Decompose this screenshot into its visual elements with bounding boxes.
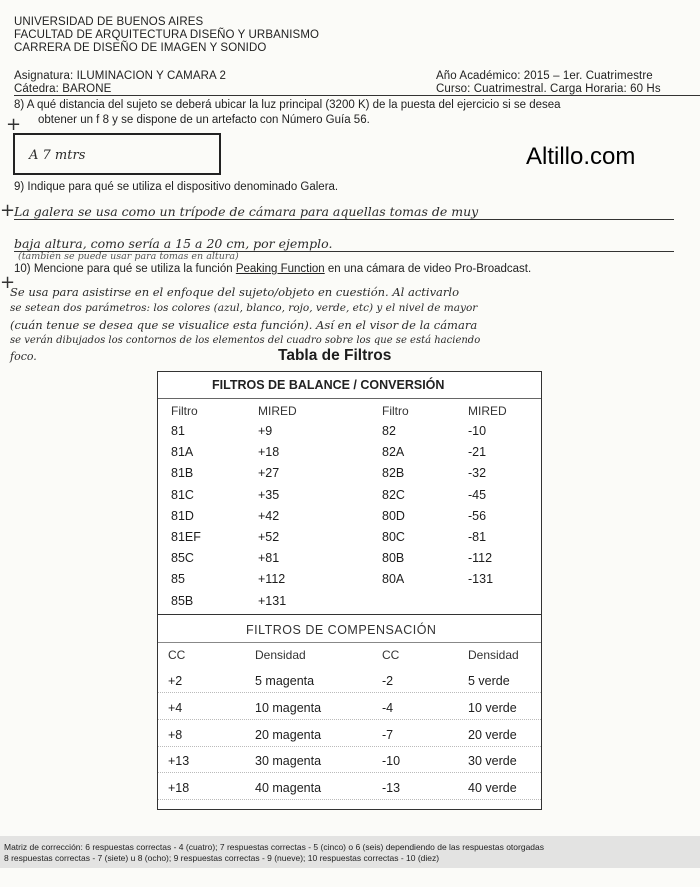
table-title: Tabla de Filtros (278, 347, 392, 364)
balance-cell: +18 (258, 445, 280, 460)
compensation-cell: +4 (168, 700, 183, 715)
university-name: UNIVERSIDAD DE BUENOS AIRES (14, 16, 204, 28)
balance-cell: -131 (468, 572, 494, 587)
answer-10-line1: Se usa para asistirse en el enfoque del sujeto/objeto en cuestión. Al activarlo (10, 285, 460, 299)
compensation-cell: -2 (382, 674, 394, 688)
balance-cell: -56 (468, 508, 487, 523)
compensation-cell: 10 verde (468, 700, 517, 715)
compensation-cell: 40 verde (468, 781, 517, 796)
balance-cell: +9 (258, 424, 273, 438)
balance-cell: 85B (171, 593, 194, 608)
balance-cell: 82C (382, 487, 405, 502)
balance-section-title: FILTROS DE BALANCE / CONVERSIÓN (212, 378, 445, 392)
comp-header-densidad-2: Densidad (468, 648, 519, 662)
answer-box-8 (13, 133, 221, 175)
row-divider (158, 746, 541, 747)
answer-9-line2: baja altura, como sería a 15 a 20 cm, por ejemplo. (14, 236, 674, 252)
balance-cell: +131 (258, 593, 287, 608)
comp-header-cc-2: CC (382, 648, 400, 662)
balance-cell: 80C (382, 530, 405, 544)
chair-label: Cátedra: BARONE (14, 83, 112, 95)
compensation-cell: -4 (382, 700, 394, 715)
balance-cell: +112 (258, 572, 286, 587)
compensation-cell: +18 (168, 781, 190, 796)
compensation-cell: -7 (382, 727, 394, 742)
balance-cell: -21 (468, 445, 487, 460)
correct-mark: + (0, 200, 16, 221)
question-9: 9) Indique para qué se utiliza el dispositivo denominado Galera. (14, 181, 339, 193)
balance-cell: 81 (171, 424, 185, 438)
balance-cell: +52 (258, 530, 280, 544)
answer-9-line1: La galera se usa como un trípode de cámara para aquellas tomas de muy (14, 204, 674, 220)
footer-shade (0, 836, 700, 868)
answer-10-line5: foco. (10, 350, 37, 363)
answer-10-line2: se setean dos parámetros: los colores (azul, blanco, rojo, verde, etc) y el nivel de mayor (10, 302, 478, 314)
balance-cell: -10 (468, 424, 487, 438)
compensation-cell: -13 (382, 781, 401, 796)
balance-cell: 80D (382, 508, 405, 523)
answer-9-line3: (también se puede usar para tomas en altura) (18, 251, 239, 262)
balance-header-mired-1: MIRED (258, 404, 297, 418)
answer-8-text: A 7 mtrs (29, 148, 86, 163)
compensation-cell: 5 verde (468, 674, 510, 688)
correct-mark: + (6, 114, 22, 135)
section-divider (158, 614, 541, 615)
row-divider (158, 692, 541, 693)
compensation-section-title: FILTROS DE COMPENSACIÓN (246, 623, 437, 637)
balance-cell: +42 (258, 508, 280, 523)
balance-cell: 81C (171, 487, 194, 502)
balance-cell: -81 (468, 530, 487, 544)
balance-cell: +27 (258, 466, 280, 481)
balance-title-divider (158, 398, 541, 399)
balance-cell: 82 (382, 424, 396, 438)
balance-cell: +35 (258, 487, 280, 502)
answer-10-line4: se verán dibujados los contornos de los elementos del cuadro sobre los que se está haciendo (10, 335, 481, 346)
compensation-cell: 10 magenta (255, 700, 322, 715)
comp-header-cc-1: CC (168, 648, 186, 662)
career-name: CARRERA DE DISEÑO DE IMAGEN Y SONIDO (14, 42, 267, 54)
compensation-cell: +13 (168, 754, 190, 769)
balance-cell: 81D (171, 508, 194, 523)
compensation-cell: -10 (382, 754, 401, 769)
filters-table (157, 371, 542, 810)
question-8-line1: 8) A qué distancia del sujeto se deberá ubicar la luz principal (3200 K) de la puesta del ejercicio si se desea (14, 99, 561, 111)
balance-header-mired-2: MIRED (468, 404, 507, 418)
answer-10-line3: (cuán tenue se desea que se visualice esta función). Así en el visor de la cámara (10, 318, 478, 332)
balance-header-filtro-2: Filtro (382, 404, 409, 418)
balance-header-filtro-1: Filtro (171, 404, 198, 418)
compensation-cell: +8 (168, 727, 183, 742)
balance-cell: -45 (468, 487, 487, 502)
balance-cell: -112 (468, 551, 493, 566)
footer-line2: 8 respuestas correctas - 7 (siete) u 8 (ocho); 9 respuestas correctas - 9 (nueve); 10 respuestas correctas - 10 (diez) (4, 853, 440, 863)
compensation-cell: +2 (168, 674, 183, 688)
balance-cell: 85C (171, 551, 194, 566)
balance-cell: 85 (171, 572, 185, 587)
faculty-name: FACULTAD DE ARQUITECTURA DISEÑO Y URBANISMO (14, 29, 320, 41)
correct-mark: + (0, 272, 16, 293)
balance-cell: +81 (258, 551, 280, 566)
compensation-cell: 20 magenta (255, 727, 322, 742)
balance-cell: 82A (382, 445, 405, 460)
comp-header-densidad-1: Densidad (255, 648, 306, 662)
balance-cell: 81EF (171, 530, 201, 544)
compensation-cell: 40 magenta (255, 781, 322, 796)
balance-cell: 82B (382, 466, 405, 481)
question-8-line2: obtener un f 8 y se dispone de un artefacto con Número Guía 56. (38, 114, 370, 126)
balance-cell: 81B (171, 466, 194, 481)
course-info: Curso: Cuatrimestral. Carga Horaria: 60 Hs (436, 83, 661, 95)
question-10 (14, 262, 531, 276)
question-10-post: en una cámara de video Pro-Broadcast. (324, 263, 532, 275)
compensation-cell: 20 verde (468, 727, 517, 742)
academic-year: Año Académico: 2015 – 1er. Cuatrimestre (436, 70, 653, 82)
watermark-text: Altillo.com (526, 143, 636, 170)
footer-line1: Matriz de corrección: 6 respuestas correctas - 4 (cuatro); 7 respuestas correctas - 5 (cinco) o 6 (seis) dependiendo de las respuestas otorgadas (4, 842, 545, 852)
subject-label: Asignatura: ILUMINACION Y CAMARA 2 (14, 70, 226, 82)
question-10-term: Peaking Function (235, 263, 325, 275)
compensation-title-divider (158, 642, 541, 643)
row-divider (158, 719, 541, 720)
balance-cell: 81A (171, 445, 194, 460)
compensation-cell: 30 magenta (255, 754, 322, 769)
question-10-pre: 10) Mencione para qué se utiliza la función (14, 263, 236, 275)
row-divider (158, 799, 541, 800)
balance-cell: -32 (468, 466, 487, 481)
balance-cell: 80B (382, 551, 405, 566)
row-divider (158, 772, 541, 773)
compensation-cell: 30 verde (468, 754, 517, 769)
balance-cell: 80A (382, 572, 405, 587)
compensation-cell: 5 magenta (255, 674, 315, 688)
